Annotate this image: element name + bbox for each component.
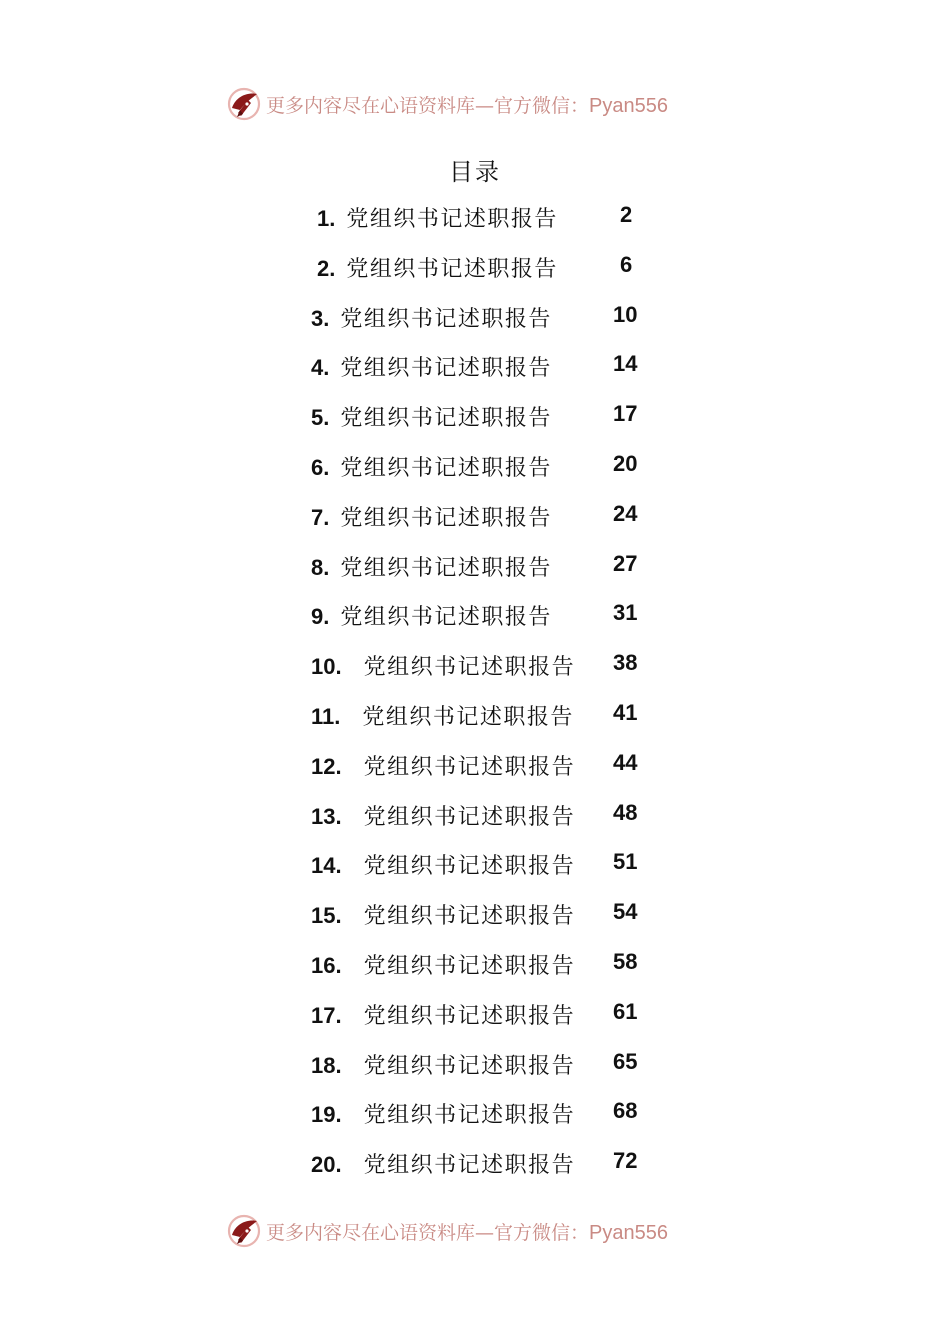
wechat-id: Pyan556: [589, 94, 668, 117]
toc-entry-label: 党组织书记述职报告: [363, 1153, 576, 1179]
toc-entry-label: 党组织书记述职报告: [362, 704, 574, 730]
toc-entry-number: 4.: [311, 355, 330, 381]
toc-entry-label: 党组织书记述职报告: [363, 804, 576, 830]
toc-entry[interactable]: [0, 393, 950, 443]
toc-entry-text: [311, 849, 575, 880]
toc-entry-number: 17.: [311, 1002, 342, 1028]
toc-entry-page-number: 20: [613, 450, 638, 476]
toc-entry-number: 16.: [311, 952, 342, 978]
toc-entry-label: 党组织书记述职报告: [363, 1053, 576, 1079]
toc-entry-text: [311, 501, 552, 532]
toc-entry-number: 12.: [311, 753, 342, 779]
toc-entry[interactable]: [0, 543, 950, 593]
toc-entry-label: 党组织书记述职报告: [340, 555, 552, 581]
toc-entry-label: 党组织书记述职报告: [346, 256, 558, 282]
toc-entry-page-number: 61: [613, 998, 638, 1024]
toc-entry-label: 党组织书记述职报告: [340, 605, 552, 631]
toc-entry-number: 8.: [311, 554, 330, 580]
toc-entry-text: [311, 600, 552, 631]
toc-entry-page-number: 14: [613, 351, 638, 377]
toc-entry-text: [317, 252, 558, 283]
toc-entry-page-number: 58: [613, 948, 638, 974]
toc-entry-number: 6.: [311, 454, 330, 480]
toc-entry-page-number: 65: [613, 1048, 638, 1074]
toc-entry-text: [311, 451, 552, 482]
toc-entry-page-number: 2: [620, 202, 633, 227]
toc-entry-label: 党组织书记述职报告: [346, 207, 558, 232]
toc-entry-page-number: 24: [613, 500, 638, 526]
toc-entry-text: [311, 800, 575, 831]
toc-entry[interactable]: [0, 1090, 950, 1140]
toc-entry-text: [311, 401, 552, 432]
toc-entry-label: 党组织书记述职报告: [363, 904, 576, 930]
toc-entry[interactable]: [0, 244, 950, 294]
toc-entry[interactable]: [0, 941, 950, 991]
toc-entry-page-number: 27: [613, 550, 638, 576]
toc-entry-number: 9.: [311, 604, 330, 630]
toc-entry-label: 党组织书记述职报告: [340, 406, 552, 432]
toc-entry-number: 11.: [311, 703, 341, 729]
toc-entry-label: 党组织书记述职报告: [363, 1103, 576, 1129]
toc-entry[interactable]: [0, 1140, 950, 1190]
toc-entry-page-number: 10: [613, 301, 638, 327]
toc-entry[interactable]: [0, 1041, 950, 1091]
toc-entry-label: 党组织书记述职报告: [363, 1003, 576, 1029]
toc-entry-page-number: 17: [613, 401, 638, 427]
toc-entry-label: 党组织书记述职报告: [340, 356, 552, 382]
toc-title: 目录: [449, 158, 501, 186]
toc-entry-number: 5.: [311, 405, 330, 431]
toc-entry-text: [311, 750, 575, 781]
toc-entry-number: 7.: [311, 504, 330, 530]
toc-list: [0, 194, 950, 1190]
toc-entry[interactable]: [0, 742, 950, 792]
toc-entry-number: 13.: [311, 803, 342, 829]
toc-entry-text: [311, 1098, 575, 1129]
toc-entry-text: [317, 202, 558, 233]
toc-entry-label: 党组织书记述职报告: [340, 505, 552, 531]
toc-entry-page-number: 72: [613, 1148, 638, 1174]
header-watermark: [226, 84, 668, 124]
toc-entry-text: [311, 999, 575, 1030]
toc-entry[interactable]: [0, 792, 950, 842]
toc-entry-page-number: 31: [613, 600, 638, 626]
toc-entry[interactable]: [0, 294, 950, 344]
toc-entry[interactable]: [0, 194, 950, 244]
toc-entry-page-number: 44: [613, 749, 638, 775]
pen-nib-logo-icon: [226, 1213, 262, 1249]
toc-entry-label: 党组织书记述职报告: [363, 655, 576, 681]
footer-watermark: [226, 1211, 668, 1251]
toc-entry-page-number: 51: [613, 849, 638, 875]
toc-entry-text: [311, 899, 575, 930]
toc-entry-label: 党组织书记述职报告: [340, 455, 552, 481]
toc-entry[interactable]: [0, 841, 950, 891]
toc-entry-number: 18.: [311, 1052, 342, 1078]
toc-entry-number: 3.: [311, 305, 330, 331]
watermark-text: 更多内容尽在心语资料库—官方微信：Pyan556: [266, 94, 668, 117]
toc-entry[interactable]: [0, 592, 950, 642]
toc-entry-text: [311, 1049, 575, 1080]
toc-entry[interactable]: [0, 493, 950, 543]
toc-entry-number: 15.: [311, 903, 342, 929]
toc-entry-label: 党组织书记述职报告: [363, 854, 576, 880]
toc-entry[interactable]: [0, 891, 950, 941]
wechat-id: Pyan556: [589, 1221, 668, 1244]
toc-entry[interactable]: [0, 692, 950, 742]
toc-entry-page-number: 54: [613, 899, 638, 925]
toc-entry-number: 2.: [317, 255, 336, 281]
toc-entry-number: 14.: [311, 853, 342, 879]
watermark-text: 更多内容尽在心语资料库—官方微信：Pyan556: [266, 1221, 668, 1244]
toc-entry-page-number: 48: [613, 799, 638, 825]
toc-entry[interactable]: [0, 642, 950, 692]
toc-entry[interactable]: [0, 343, 950, 393]
toc-entry-number: 20.: [311, 1152, 342, 1178]
toc-entry-page-number: 41: [613, 699, 638, 725]
pen-nib-logo-icon: [226, 86, 262, 122]
toc-entry[interactable]: [0, 443, 950, 493]
toc-entry-text: [311, 1148, 575, 1179]
toc-entry-text: [311, 700, 574, 731]
toc-entry-text: [311, 949, 575, 980]
toc-entry-number: 1.: [317, 206, 336, 231]
toc-entry-number: 19.: [311, 1102, 342, 1128]
toc-entry-label: 党组织书记述职报告: [363, 754, 576, 780]
toc-entry-page-number: 6: [620, 251, 633, 277]
toc-entry-text: [311, 650, 575, 681]
toc-entry-page-number: 38: [613, 650, 638, 676]
toc-entry-text: [311, 351, 552, 382]
toc-entry-label: 党组织书记述职报告: [363, 953, 576, 979]
toc-entry-label: 党组织书记述职报告: [340, 306, 552, 332]
toc-entry-number: 10.: [311, 654, 342, 680]
toc-entry-text: [311, 302, 552, 333]
toc-entry[interactable]: [0, 991, 950, 1041]
toc-entry-page-number: 68: [613, 1098, 638, 1124]
toc-entry-text: [311, 551, 552, 582]
